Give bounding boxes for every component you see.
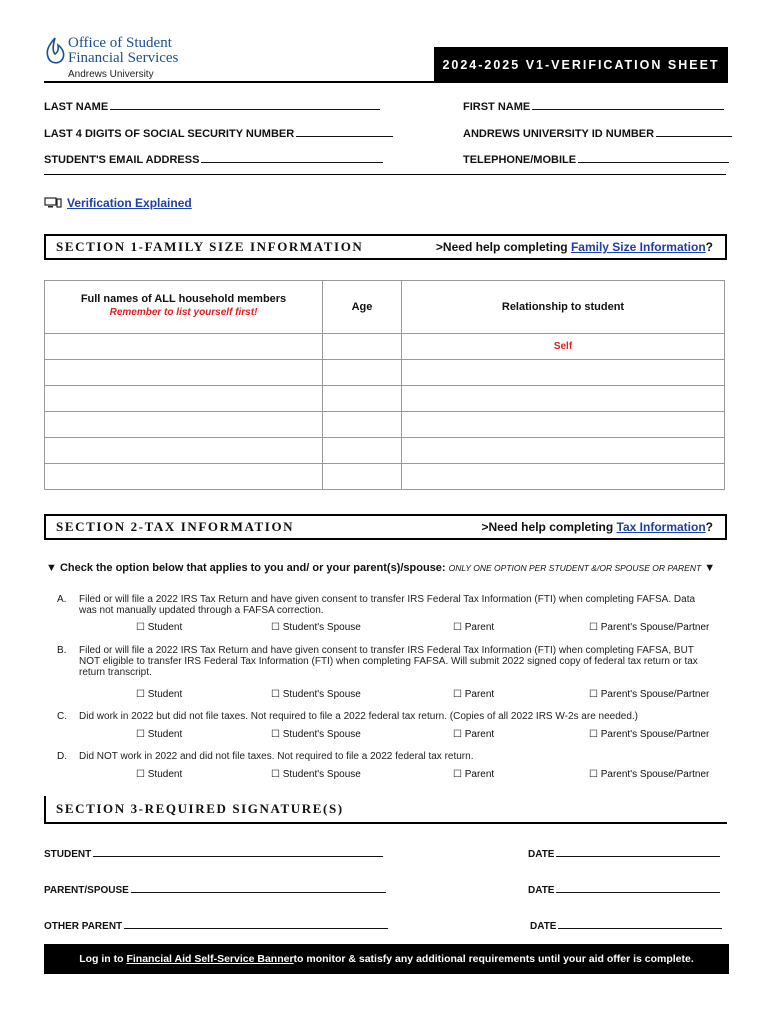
option-a-spouse-checkbox[interactable]: ☐ Student's Spouse xyxy=(271,622,361,633)
first-name-field[interactable] xyxy=(463,99,724,113)
option-c-parent-spouse-checkbox[interactable]: ☐ Parent's Spouse/Partner xyxy=(589,729,710,740)
au-id-field[interactable] xyxy=(463,126,732,140)
option-b-text: Filed or will file a 2022 IRS Tax Return and have given consent to transfer IRS Federal Tax Information (FTI) when completing FAFSA, BUT NOT eligible to transfer IRS Federal Tax Information (FTI) when completing FAFSA. Will submit 2022 signed copy of federal tax return or tax return transcript. xyxy=(79,645,698,678)
student-signature-field[interactable] xyxy=(44,846,383,860)
option-c-spouse-checkbox[interactable]: ☐ Student's Spouse xyxy=(271,729,361,740)
tax-instruction-note: ONLY ONE OPTION PER STUDENT &/OR SPOUSE OR PARENT xyxy=(448,563,702,573)
option-d-parent-spouse-checkbox[interactable]: ☐ Parent's Spouse/Partner xyxy=(589,769,710,780)
option-d-parent-checkbox[interactable]: ☐ Parent xyxy=(453,769,495,780)
table-row[interactable] xyxy=(45,386,725,412)
option-d-student-checkbox[interactable]: ☐ Student xyxy=(136,769,183,780)
other-parent-date-label: DATE xyxy=(530,921,557,932)
phone-field[interactable] xyxy=(463,152,729,166)
section-3-header xyxy=(44,796,727,824)
other-parent-signature-label: OTHER PARENT xyxy=(44,921,123,932)
table-row[interactable] xyxy=(45,360,725,386)
other-parent-signature-field[interactable] xyxy=(44,918,388,932)
table-row[interactable] xyxy=(45,438,725,464)
last-name-field[interactable] xyxy=(44,99,380,113)
parent-date-label: DATE xyxy=(528,885,555,896)
option-c-letter: C. xyxy=(57,711,67,722)
ssn-label: LAST 4 DIGITS OF SOCIAL SECURITY NUMBER xyxy=(44,128,295,140)
age-header: Age xyxy=(323,281,402,334)
parent-signature-label: PARENT/SPOUSE xyxy=(44,885,129,896)
student-signature-label: STUDENT xyxy=(44,849,92,860)
option-b-letter: B. xyxy=(57,645,67,656)
page-title: 2024-2025 V1-VERIFICATION SHEET xyxy=(434,47,728,83)
household-table xyxy=(44,280,725,490)
section-3-title: SECTION 3-REQUIRED SIGNATURE(S) xyxy=(56,801,344,816)
flame-logo-icon xyxy=(44,37,66,67)
section-1-title: SECTION 1-FAMILY SIZE INFORMATION xyxy=(56,239,364,254)
parent-date-field[interactable] xyxy=(528,882,720,896)
option-c-text: Did work in 2022 but did not file taxes. Not required to file a 2022 federal tax return. (Copies of all 2022 IRS W-2s are needed.) xyxy=(79,711,639,722)
table-row[interactable] xyxy=(45,464,725,490)
option-d-text: Did NOT work in 2022 and did not file taxes. Not required to file a 2022 federal tax return. xyxy=(79,751,474,762)
option-b-parent-spouse-checkbox[interactable]: ☐ Parent's Spouse/Partner xyxy=(589,689,710,700)
option-d-letter: D. xyxy=(57,751,67,762)
logo-line-2: Financial Services xyxy=(68,50,179,66)
tax-information-link[interactable]: Tax Information xyxy=(616,520,706,534)
option-a-text: Filed or will file a 2022 IRS Tax Return and have given consent to transfer IRS Federal Tax Information (FTI) when completing FAFSA. Data was not manually updated through a FAFSA correction. xyxy=(79,594,696,616)
email-label: STUDENT'S EMAIL ADDRESS xyxy=(44,154,200,166)
self-cell: Self xyxy=(402,334,725,360)
tax-instruction: ▼ Check the option below that applies to you and/ or your parent(s)/spouse: ONLY ONE OPTION PER STUDENT &/OR SPOUSE OR PARENT ▼ xyxy=(46,562,716,574)
option-a-student-checkbox[interactable]: ☐ Student xyxy=(136,622,183,633)
first-name-label: FIRST NAME xyxy=(463,101,531,113)
phone-label: TELEPHONE/MOBILE xyxy=(463,154,577,166)
section-1-help: >Need help completing Family Size Information? xyxy=(435,240,713,254)
remember-note: Remember to list yourself first! xyxy=(109,307,258,318)
self-service-banner-link[interactable]: Financial Aid Self-Service Banner xyxy=(126,953,294,965)
computer-icon xyxy=(44,197,62,209)
relationship-header: Relationship to student xyxy=(402,281,725,334)
option-c-student-checkbox[interactable]: ☐ Student xyxy=(136,729,183,740)
section-1-header xyxy=(44,234,727,260)
other-parent-date-field[interactable] xyxy=(530,918,722,932)
logo-university: Andrews University xyxy=(68,69,154,80)
parent-signature-field[interactable] xyxy=(44,882,386,896)
email-field[interactable] xyxy=(44,152,383,166)
option-a-parent-spouse-checkbox[interactable]: ☐ Parent's Spouse/Partner xyxy=(589,622,710,633)
ssn-field[interactable] xyxy=(44,126,393,140)
option-b-spouse-checkbox[interactable]: ☐ Student's Spouse xyxy=(271,689,361,700)
logo-line-1: Office of Student xyxy=(68,35,172,51)
au-id-label: ANDREWS UNIVERSITY ID NUMBER xyxy=(463,128,655,140)
section-2-help: >Need help completing Tax Information? xyxy=(481,520,713,534)
footer-bar: Log in to Financial Aid Self-Service Banner to monitor & satisfy any additional requirements until your aid offer is complete. xyxy=(44,944,729,974)
last-name-label: LAST NAME xyxy=(44,101,109,113)
section-2-header xyxy=(44,514,727,540)
section-2-title: SECTION 2-TAX INFORMATION xyxy=(56,519,295,534)
table-row[interactable] xyxy=(45,334,725,360)
option-b-student-checkbox[interactable]: ☐ Student xyxy=(136,689,183,700)
student-date-label: DATE xyxy=(528,849,555,860)
student-date-field[interactable] xyxy=(528,846,720,860)
fields-divider xyxy=(44,174,726,175)
family-size-link[interactable]: Family Size Information xyxy=(570,240,706,254)
option-b-parent-checkbox[interactable]: ☐ Parent xyxy=(453,689,495,700)
header-rule xyxy=(44,81,434,83)
option-a-parent-checkbox[interactable]: ☐ Parent xyxy=(453,622,495,633)
option-a-letter: A. xyxy=(57,594,67,605)
option-d-spouse-checkbox[interactable]: ☐ Student's Spouse xyxy=(271,769,361,780)
table-row[interactable] xyxy=(45,412,725,438)
option-c-parent-checkbox[interactable]: ☐ Parent xyxy=(453,729,495,740)
household-names-header: Full names of ALL household members Remember to list yourself first! xyxy=(45,281,323,334)
verification-explained-link[interactable]: Verification Explained xyxy=(67,196,192,210)
